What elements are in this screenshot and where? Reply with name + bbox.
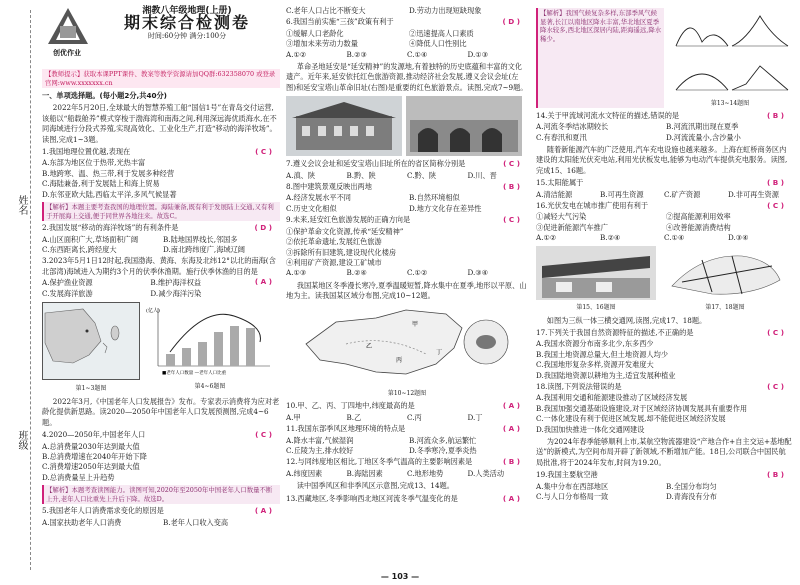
option: A.东部为地区位于热带,光热丰富 xyxy=(42,158,146,168)
answer-6: ( D ) xyxy=(502,17,520,27)
question-17 xyxy=(536,328,792,338)
option: A.经济发展水平不同 xyxy=(286,193,351,203)
figure-2-caption: 第4~6题图 xyxy=(194,382,226,390)
option: B.我国土地资源总量大,但土地资源人均少 xyxy=(536,349,669,359)
option: D.我国陆地资源以耕地为主,适宜发展种植业 xyxy=(536,370,676,380)
answer-9: ( C ) xyxy=(503,215,520,225)
option: C.地形地势 xyxy=(407,468,444,478)
transport-map-figure xyxy=(662,246,788,314)
binding-line xyxy=(30,10,31,570)
option: B.乙 xyxy=(346,412,362,422)
explanation-top: 【解析】我国气候复杂多样,东部季风气候显著,长江以南地区降水丰富,华北地区夏季降水较多,西北地区深居内陆,距海遥远,降水稀少。 xyxy=(536,8,664,108)
question-14 xyxy=(536,111,792,121)
option: D.川、晋 xyxy=(467,170,497,180)
question-14-options xyxy=(536,122,792,143)
question-10-stem: 10.甲、乙、丙、丁四地中,纬度最高的是 xyxy=(286,401,415,411)
option: D.河流流量小,含沙量小 xyxy=(666,132,741,142)
option: C.一体化建设有利于促进区域发展,却不能促进区域经济发展 xyxy=(536,414,726,424)
option: A.河流冬季结冰期较长 xyxy=(536,122,609,132)
figure-15-caption: 第15、16题图 xyxy=(576,304,616,312)
question-3-stem: 3.2023年5月1日12时起,我国渤海、黄海、东海及北纬12°以北的南海(含北部湾)海域进入为期约3个月的伏季休渔期。施行伏季休渔的目的是 xyxy=(42,256,276,276)
option: C.矿产资源 xyxy=(664,189,701,199)
statement: ④降低人口性别比 xyxy=(409,39,467,49)
river-flow-chart xyxy=(668,6,792,96)
question-10 xyxy=(286,401,528,411)
option: C.有春汛和夏汛 xyxy=(536,132,587,142)
column-1 xyxy=(42,6,280,528)
option: B.②④ xyxy=(346,268,367,278)
answer-5: ( A ) xyxy=(254,506,272,516)
svg-text:甲: 甲 xyxy=(412,320,419,328)
question-12-stem: 12.与同纬度地区相比,丁地区冬季气温高的主要影响因素是 xyxy=(286,457,473,467)
option: B.自然环境相似 xyxy=(409,193,460,203)
option: A.山区面积广大,草场面积广阔 xyxy=(42,234,139,244)
question-16-stem: 16.光伏发电在城市推广使用有利于 xyxy=(536,201,649,211)
question-5-stem: 5.我国老年人口消费需求变化的原因是 xyxy=(42,506,164,516)
option: C.①④ xyxy=(664,233,685,243)
option: C.消费增速2050年达到最大值 xyxy=(42,462,140,472)
question-15 xyxy=(536,178,792,188)
option: A.纬度因素 xyxy=(286,468,323,478)
material-2: 2022年3月,《中国老年人口发展报告》发布。专家表示消费将为应对老龄化提供新思路。读2020—2050年中国老年人口发展预测图,完成4~6题。 xyxy=(42,396,280,427)
question-8-stem: 8.图中建筑景观反映出两地 xyxy=(286,182,372,192)
answer-8: ( B ) xyxy=(502,182,520,192)
material-6: 随着新能源汽车的广泛使用,汽车充电设施也越来越多。上海在虹桥商务区内建设的太阳能光伏充电站,利用光伏板发电,能够为电动汽车提供充电服务。读图,完成15、16题。 xyxy=(536,145,788,175)
option: D.非可再生资源 xyxy=(728,189,779,199)
answer-13: ( A ) xyxy=(502,493,520,503)
option: A.①② xyxy=(536,233,557,243)
option: A.集中分布在西部地区 xyxy=(536,481,609,491)
option: C.丘陵为主,排水较好 xyxy=(286,445,354,455)
exam-meta: 时间:60分钟 满分:100分 xyxy=(147,31,227,40)
option: A.总消费量2030年达到最大值 xyxy=(42,441,140,451)
option: D.青海没有分布 xyxy=(666,492,717,501)
option: A.甲 xyxy=(286,412,301,422)
question-19 xyxy=(536,470,792,480)
option: C.①④ xyxy=(407,49,428,59)
question-6-stem: 6.我国当前实施“三孩”政策有利于 xyxy=(286,17,394,27)
option: C.丙 xyxy=(407,412,422,422)
material-1: 2022年5月20日,全球最大的智慧养殖工船“国信1号”在青岛交付运营,该船以“船载舱养”模式穿梭于渤海湾和南海之间,利用深远海优质海水,在不同海域进行分段式养殖,实现高效化、工业化生产,打造“移动的海洋牧场”。读图,完成1~3题。 xyxy=(42,103,277,144)
option: C.发展海洋旅游 xyxy=(42,288,93,298)
answer-16: ( C ) xyxy=(767,201,784,211)
option: C.我国地形复杂多样,资源开发难度大 xyxy=(536,360,654,370)
option: C.老年人口占比不断变大 xyxy=(286,6,366,15)
question-16-options xyxy=(536,233,792,243)
page-number: — 103 — xyxy=(380,572,420,581)
teacher-notice: 【教师提示】获取本课PPT课件、教案等教学资源请加QQ群:632358070 或登录官网:www.xxxxxxx.cn xyxy=(42,69,280,88)
svg-text:乙: 乙 xyxy=(366,342,373,350)
option: D.③④ xyxy=(728,233,749,243)
question-19-stem: 19.我国主要航空港 xyxy=(536,470,598,480)
answer-19: ( B ) xyxy=(766,470,784,480)
china-map-icon xyxy=(286,304,526,386)
figure-1-caption: 第1~3题图 xyxy=(75,384,107,392)
option: B.黔、陕 xyxy=(346,170,376,180)
option: B.全国分布均匀 xyxy=(666,481,717,491)
statement: ④利用矿产资源,建设工矿城市 xyxy=(286,257,382,267)
material-4: 我国某地区冬季漫长寒冷,夏季温暖短暂,降水集中在夏季,地形以平原、山地为主。读我国某区域分布图,完成10~12题。 xyxy=(286,280,527,301)
yanan-caves-photo xyxy=(406,96,522,156)
question-1-options xyxy=(42,158,280,200)
explanation-1: 【解析】本题主要考查我国的地理位置。海陆兼备,既有利于发展陆上交通,又有利于开展海上交通,便于同世界各地往来。故选C。 xyxy=(42,202,280,221)
question-18-options xyxy=(536,393,792,435)
answer-17: ( C ) xyxy=(767,327,784,337)
map-caption: 第10~12题图 xyxy=(387,389,427,397)
question-11-options xyxy=(286,436,528,457)
option: C.东西距离长,跨经度大 xyxy=(42,245,117,255)
option: D.冬季寒冷,夏季炎热 xyxy=(409,445,477,455)
statement: ②依托革命遗址,发展红色旅游 xyxy=(286,237,382,247)
option: B.海陆因素 xyxy=(346,468,383,478)
question-18 xyxy=(536,382,792,392)
question-5 xyxy=(42,506,280,516)
question-2-options xyxy=(42,235,280,256)
option: D.东邻亚欧大陆,西临太平洋,多风气候显著 xyxy=(42,189,177,199)
option: B.地跨寒、温、热三带,利于发展多种经营 xyxy=(42,168,175,178)
question-8-options xyxy=(286,193,528,214)
option: D.①③ xyxy=(467,49,489,59)
question-7-stem: 7.遵义会议会址和延安宝塔山旧址所在的省区简称分别是 xyxy=(286,159,466,169)
question-2 xyxy=(42,223,280,233)
option: D.人类活动 xyxy=(467,468,505,478)
answer-3: ( A ) xyxy=(254,277,272,287)
option: A.①② xyxy=(286,49,307,59)
question-9-statements xyxy=(286,227,528,269)
option: B.老年人口收入变高 xyxy=(163,517,229,527)
question-4-options xyxy=(42,442,280,484)
question-4 xyxy=(42,430,280,440)
answer-14: ( B ) xyxy=(766,110,784,120)
question-7-options xyxy=(286,171,528,181)
option: A.清洁能源 xyxy=(536,189,573,199)
option: B.可再生资源 xyxy=(600,189,644,199)
option: D.总消费量呈上升趋势 xyxy=(42,472,115,482)
climate-charts xyxy=(668,6,792,110)
option: A.保护渔业资源 xyxy=(42,278,93,288)
option: B.维护海洋权益 xyxy=(150,278,202,288)
statement: ①减轻大气污染 xyxy=(536,212,587,222)
chart-ylabel: (亿人) xyxy=(146,308,160,315)
option: D.南北跨纬度广,海域辽阔 xyxy=(163,245,245,255)
question-6-statements xyxy=(286,29,528,50)
page-title: 期末综合检测卷 xyxy=(123,13,250,33)
question-6-options xyxy=(286,50,528,60)
answer-4: ( C ) xyxy=(255,430,272,440)
top-row xyxy=(536,6,792,110)
question-19-options xyxy=(536,482,792,503)
question-1-stem: 1.我国地理位置优越,表现在 xyxy=(42,147,131,157)
svg-text:丁: 丁 xyxy=(436,348,443,356)
question-8 xyxy=(286,182,528,192)
statement: ③增加未来劳动力数量 xyxy=(286,39,358,49)
answer-18: ( C ) xyxy=(767,381,784,391)
option: A.我国利用交通和能源建设推动了区域经济发展 xyxy=(536,393,688,403)
book-subtitle: 湘教八年级地理(上册) xyxy=(142,6,232,16)
class-label: 班级 xyxy=(16,430,27,450)
question-18-stem: 18.读图,下列说法错误的是 xyxy=(536,381,622,391)
name-label: 姓名 xyxy=(16,195,27,215)
option: D.劳动力出现短缺现象 xyxy=(409,6,482,15)
statement: ②迅速提高人口素质 xyxy=(409,28,474,38)
question-2-stem: 2.我国发展“移动的海洋牧场”的有利条件是 xyxy=(42,223,179,233)
answer-7: ( C ) xyxy=(503,159,520,169)
figure-china-map xyxy=(286,304,528,400)
question-17-options xyxy=(536,339,792,381)
transport-map-icon xyxy=(662,246,788,300)
explanation-4: 【解析】本题考查读图能力。读图可知,2020年至2050年中国老年人口数量不断上升,老年人口比重先上升后下降。故选D。 xyxy=(42,485,280,504)
option: D.③④ xyxy=(467,268,489,278)
statement: ②提高能源利用效率 xyxy=(666,212,731,222)
question-7 xyxy=(286,159,528,169)
statement: ④改善能源消费结构 xyxy=(666,222,731,232)
logo-text: 创优作业 xyxy=(53,49,81,57)
chart-caption: 第13~14题图 xyxy=(710,100,750,108)
question-10-options xyxy=(286,413,528,423)
zunyi-building-photo xyxy=(286,96,402,156)
question-12 xyxy=(286,457,528,467)
answer-12: ( B ) xyxy=(502,457,520,467)
option: B.河流汛期出现在夏季 xyxy=(666,122,739,132)
header xyxy=(42,6,280,66)
question-11-stem: 11.我国东部季风区地理环境的特点是 xyxy=(286,424,406,434)
option: C.海陆兼备,利于发展陆上和海上贸易 xyxy=(42,179,160,189)
statement: ①保护革命文化资源,传承“延安精神” xyxy=(286,226,404,236)
question-16-statements xyxy=(536,212,792,233)
option: C.与人口分布格局一致 xyxy=(536,492,609,501)
question-3-options xyxy=(42,278,255,299)
question-16 xyxy=(536,201,792,211)
photo-row xyxy=(286,96,528,156)
option: A.滇、陕 xyxy=(286,170,316,180)
answer-10: ( A ) xyxy=(502,401,520,411)
question-9 xyxy=(286,215,528,225)
column-3 xyxy=(536,6,792,502)
material-5: 读中国季风区和非季风区示意图,完成13、14题。 xyxy=(296,481,454,491)
answer-1: ( C ) xyxy=(255,147,272,157)
answer-2: ( D ) xyxy=(254,223,272,233)
question-11 xyxy=(286,424,528,434)
column-2 xyxy=(286,6,528,505)
section-heading: 一、单项选择题。(每小题2分,共40分) xyxy=(42,91,167,100)
svg-text:丙: 丙 xyxy=(396,356,403,364)
answer-15: ( B ) xyxy=(766,178,784,188)
question-9-options xyxy=(286,268,528,278)
question-5-options xyxy=(42,518,280,528)
statement: ③拆除所有旧建筑,建设现代化楼房 xyxy=(286,247,397,257)
option: A.我国水资源分布南多北少,东多西少 xyxy=(536,339,654,349)
option: A.降水丰富,气候湿润 xyxy=(286,435,354,445)
question-15-stem: 15.太阳能属于 xyxy=(536,178,584,188)
option: C.①② xyxy=(407,268,428,278)
statement: ③促进新能源汽车推广 xyxy=(536,222,608,232)
option: B.河流众多,航运繁忙 xyxy=(409,435,477,445)
question-13-stem: 13.西藏地区,冬季影响西北地区河流冬季气温变化的是 xyxy=(286,493,458,503)
solar-panel-photo xyxy=(536,246,656,300)
elderly-population-chart xyxy=(144,302,274,378)
figure-chart-2 xyxy=(144,302,276,394)
figure-row xyxy=(42,302,280,394)
question-5-options-cont xyxy=(286,6,528,16)
question-13 xyxy=(286,494,528,504)
question-9-stem: 9.未来,延安红色旅游发展的正确方向是 xyxy=(286,215,411,225)
solar-station-figure xyxy=(536,246,656,314)
answer-11: ( A ) xyxy=(502,424,520,434)
option: A.国家扶助老年人口消费 xyxy=(42,517,122,527)
question-15-options xyxy=(536,190,792,200)
question-6 xyxy=(286,17,528,27)
option: B.陆地国界线长,邻国多 xyxy=(163,234,238,244)
option: B.我国加强交通基础设施建设,对于区域经济协调发展具有重要作用 xyxy=(536,403,748,413)
material-8: 为2024年春季能够顺利上市,某航空物流器建设“产地合作+自主交运+基地配送”的新模式,为空间布局开辟了新领域,不断增加产能。18日,公司联合中国民航局批准,将于2024年发布,时间为19.20。 xyxy=(536,436,792,467)
question-4-stem: 4.2020—2050年,中国老年人口 xyxy=(42,430,146,440)
option: D.地方文化存在差异性 xyxy=(409,203,482,213)
option: B.②③ xyxy=(346,49,367,59)
statement: ①缓解人口老龄化 xyxy=(286,28,344,38)
material-3: 革命圣地延安是“延安精神”的发源地,有着独特的历史底蕴和丰富的文化遗产。近年来,延安依托红色旅游资源,推动经济社会发展,遵义会议会址(左图)和延安宝塔山革命旧址(右图)是重要的红色旅游景点。读图,完成7~9题。 xyxy=(286,62,528,92)
question-12-options xyxy=(286,469,528,479)
china-sea-map-icon xyxy=(42,302,140,380)
option: B.②④ xyxy=(600,233,621,243)
question-17-stem: 17.下列关于我国自然资源特征的描述,不正确的是 xyxy=(536,327,694,337)
option: D.丁 xyxy=(467,412,483,422)
option: C.历史文化相似 xyxy=(286,203,337,213)
binding-margin xyxy=(0,0,40,585)
option: B.总消费增速在2040年开始下降 xyxy=(42,451,147,461)
option: C.黔、陕 xyxy=(407,170,437,180)
option: D.我国加快推进一体化交通网建设 xyxy=(536,424,645,434)
figure-row-3 xyxy=(536,246,792,314)
question-1 xyxy=(42,147,280,157)
figure-map-1 xyxy=(42,302,140,394)
question-14-stem: 14.关于甲流域河流水文特征的描述,错误的是 xyxy=(536,110,680,120)
material-7: 如图为三纵一体三横交通网,读图,完成17、18题。 xyxy=(546,315,707,325)
figure-17-caption: 第17、18题图 xyxy=(705,304,745,312)
option: A.①③ xyxy=(286,268,307,278)
option: D.减少海洋污染 xyxy=(150,288,202,298)
chart-legend: ■老年人口数量 —老年人口比重 xyxy=(162,371,227,377)
